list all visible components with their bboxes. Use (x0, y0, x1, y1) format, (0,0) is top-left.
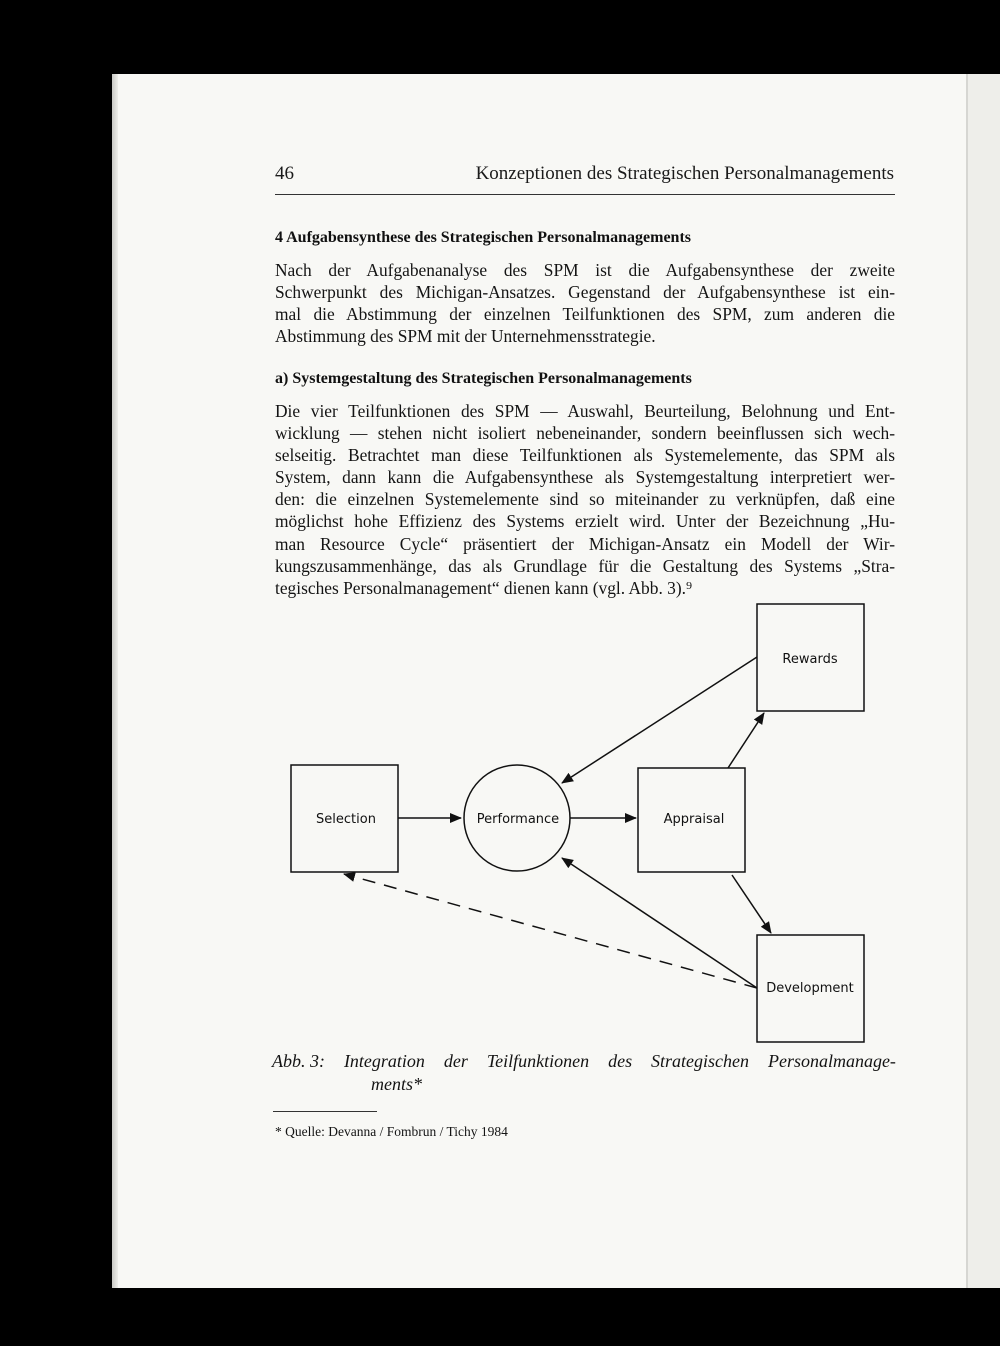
dashed-arrow-development-selection (344, 874, 757, 988)
text-line: Die vier Teilfunktionen des SPM — Auswahl, Beurteilung, Belohnung und Ent- (275, 401, 895, 421)
development-label: Development (766, 981, 854, 996)
selection-label: Selection (316, 812, 376, 827)
caption-word: Teilfunktionen (486, 1051, 590, 1071)
caption-label: Abb. 3: (272, 1051, 325, 1071)
text-line: kungszusammenhänge, das als Grundlage für die Gestaltung des Systems „Stra- (275, 555, 895, 576)
arrow-appraisal-rewards (728, 713, 764, 768)
caption-word: Personalmanage- (767, 1051, 896, 1071)
subsection-heading: a) Systemgestaltung des Strategischen Personalmanagements (275, 370, 692, 387)
text-line: möglichst hohe Effizienz des Systems erzielt wird. Unter der Bezeichnung „Hu- (275, 511, 895, 532)
running-title: Konzeptionen des Strategischen Personalmanagements (475, 163, 894, 184)
arrow-appraisal-development (732, 875, 771, 933)
text-line: selseitig. Betrachtet man diese Teilfunktionen als Systemelemente, das SPM als (275, 445, 895, 466)
text-line: tegisches Personalmanagement“ dienen kann (vgl. Abb. 3).⁹ (275, 577, 693, 598)
appraisal-label: Appraisal (663, 812, 725, 827)
text-line: Nach der Aufgabenanalyse des SPM ist die Aufgabensynthese der zweite (275, 260, 895, 280)
caption-word: Integration (343, 1051, 425, 1071)
footnote: * Quelle: Devanna / Fombrun / Tichy 1984 (275, 1124, 508, 1139)
caption-word: Strategischen (651, 1051, 750, 1071)
text-line: den: die einzelnen Systemelemente sind so miteinander zu verknüpfen, daß eine (275, 489, 895, 510)
section-heading: 4 Aufgabensynthese des Strategischen Personalmanagements (275, 229, 691, 246)
caption-word: des (608, 1051, 633, 1071)
page-number: 46 (275, 163, 294, 184)
footnote-rule (273, 1111, 377, 1112)
text-line: mal die Abstimmung der einzelnen Teilfunktionen des SPM, zum anderen die (275, 304, 895, 325)
text-line: man Resource Cycle“ präsentiert der Michigan-Ansatz ein Modell der Wir- (275, 533, 895, 554)
text-line: wicklung — stehen nicht isoliert nebeneinander, sondern beeinflussen sich wech- (275, 423, 895, 444)
text-line: System, dann kann die Aufgabensynthese als Systemgestaltung interpretiert wer- (275, 467, 895, 488)
arrow-rewards-performance (562, 657, 757, 783)
caption-continuation: ments* (371, 1074, 422, 1094)
performance-label: Performance (476, 812, 560, 827)
text-line: Abstimmung des SPM mit der Unternehmensstrategie. (275, 326, 656, 347)
arrow-development-performance (562, 858, 757, 988)
rewards-label: Rewards (782, 652, 838, 667)
text-line: Schwerpunkt des Michigan-Ansatzes. Gegenstand der Aufgabensynthese ist ein- (275, 282, 895, 303)
figure-caption (272, 1050, 896, 1096)
caption-word: der (443, 1051, 468, 1071)
